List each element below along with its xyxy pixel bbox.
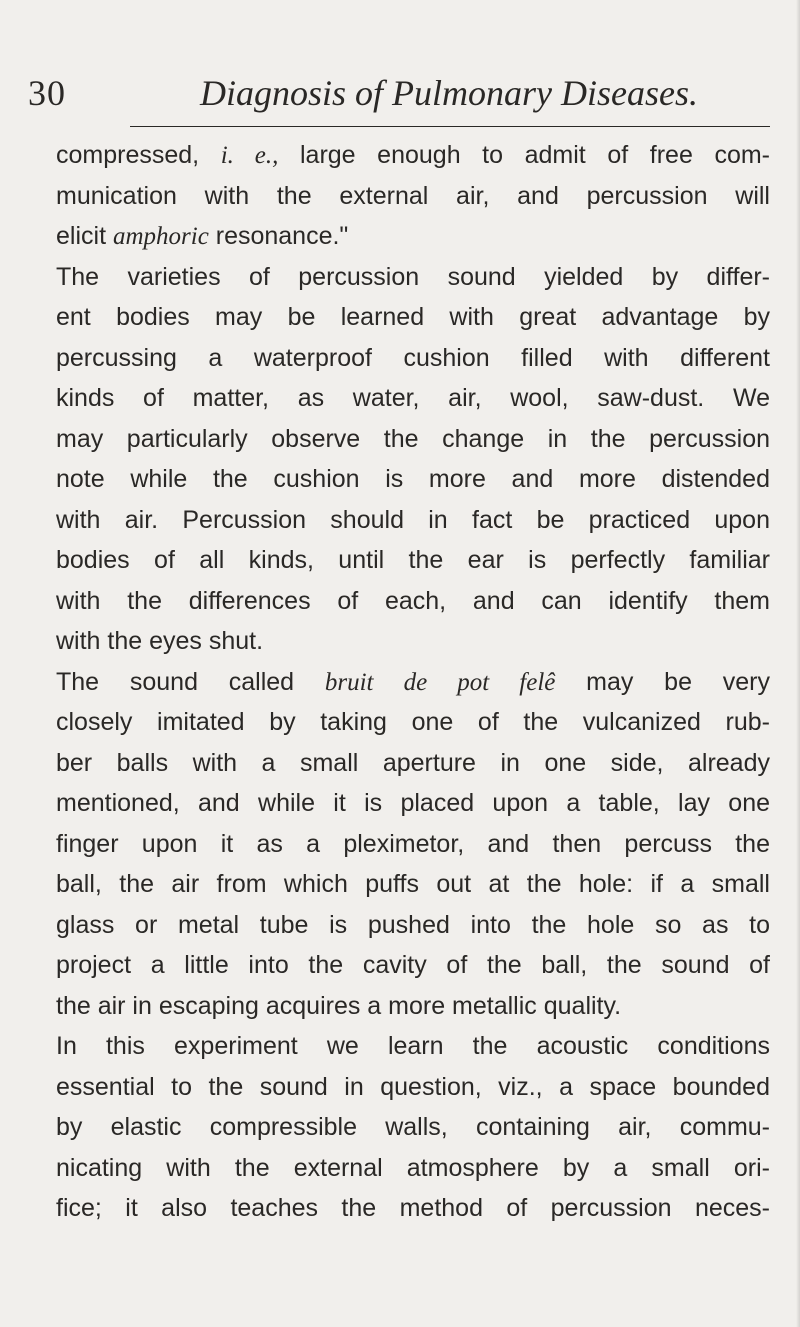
text-run: The sound called xyxy=(56,667,325,696)
text-run: note while the cushion is more and more distended xyxy=(56,465,770,493)
text-run: glass or metal tube is pushed into the hole so as to xyxy=(56,910,770,939)
text-run: kinds of matter, as water, air, wool, saw-dust. We xyxy=(56,384,770,412)
text-run: percussing a waterproof cushion filled with different xyxy=(56,343,770,372)
text-run: bruit de pot felê xyxy=(324,668,556,696)
text-run: ber balls with a small aperture in one side, already xyxy=(56,748,770,777)
text-line xyxy=(56,702,770,743)
text-line xyxy=(56,338,770,379)
text-line xyxy=(56,459,770,500)
text-run: with the eyes shut. xyxy=(56,627,264,655)
text-line xyxy=(56,500,770,541)
body-text xyxy=(56,135,770,1229)
page-number: 30 xyxy=(28,73,66,113)
text-run: with the differences of each, and can identify them xyxy=(56,586,770,615)
text-line xyxy=(56,1067,770,1108)
text-line xyxy=(56,1026,770,1067)
text-line xyxy=(56,783,770,824)
text-line xyxy=(56,135,770,176)
text-run: essential to the sound in question, viz., a space bounded xyxy=(56,1072,770,1101)
text-line xyxy=(56,257,770,298)
text-run: ent bodies may be learned with great advantage by xyxy=(56,303,770,331)
text-line xyxy=(56,905,770,946)
text-run: elicit xyxy=(56,222,113,250)
text-run: The varieties of percussion sound yielded by differ- xyxy=(56,262,770,291)
running-title: Diagnosis of Pulmonary Diseases. xyxy=(200,73,698,113)
text-line xyxy=(56,581,770,622)
text-run: the air in escaping acquires a more metallic quality. xyxy=(56,991,622,1020)
text-run: i. e., xyxy=(220,142,279,169)
page-edge xyxy=(796,0,800,1327)
text-run: with air. Percussion should in fact be practiced upon xyxy=(56,505,770,534)
text-run: munication with the external air, and percussion will xyxy=(56,181,770,210)
text-run: may particularly observe the change in the percussion xyxy=(56,424,770,453)
text-line xyxy=(56,216,770,257)
text-line xyxy=(56,1148,770,1189)
text-line xyxy=(56,945,770,986)
text-line xyxy=(56,419,770,460)
header-rule xyxy=(130,126,770,127)
text-line xyxy=(56,662,770,703)
text-run: fice; it also teaches the method of percussion neces- xyxy=(56,1194,770,1222)
text-line xyxy=(56,864,770,905)
text-line xyxy=(56,621,770,662)
text-run: compressed, xyxy=(56,141,221,169)
text-run: by elastic compressible walls, containing air, commu- xyxy=(56,1113,770,1141)
text-run: resonance." xyxy=(208,222,349,250)
text-run: closely imitated by taking one of the vulcanized rub- xyxy=(56,708,770,736)
text-line xyxy=(56,1107,770,1148)
text-run: In this experiment we learn the acoustic conditions xyxy=(56,1032,770,1060)
text-line xyxy=(56,378,770,419)
page-header xyxy=(28,72,768,112)
text-line xyxy=(56,176,770,217)
text-run: amphoric xyxy=(112,223,209,250)
text-run: nicating with the external atmosphere by a small ori- xyxy=(56,1153,770,1182)
text-run: project a little into the cavity of the ball, the sound of xyxy=(56,951,770,979)
text-run: bodies of all kinds, until the ear is perfectly familiar xyxy=(56,546,770,574)
text-run: ball, the air from which puffs out at the hole: if a small xyxy=(56,870,770,898)
text-run: large enough to admit of free com- xyxy=(278,141,771,169)
text-line xyxy=(56,540,770,581)
text-line xyxy=(56,986,770,1027)
text-run: finger upon it as a pleximetor, and then percuss the xyxy=(56,829,770,858)
text-run: may be very xyxy=(555,667,771,696)
text-run: mentioned, and while it is placed upon a table, lay one xyxy=(56,789,770,817)
text-line xyxy=(56,743,770,784)
text-line xyxy=(56,824,770,865)
text-line xyxy=(56,297,770,338)
text-line xyxy=(56,1188,770,1229)
